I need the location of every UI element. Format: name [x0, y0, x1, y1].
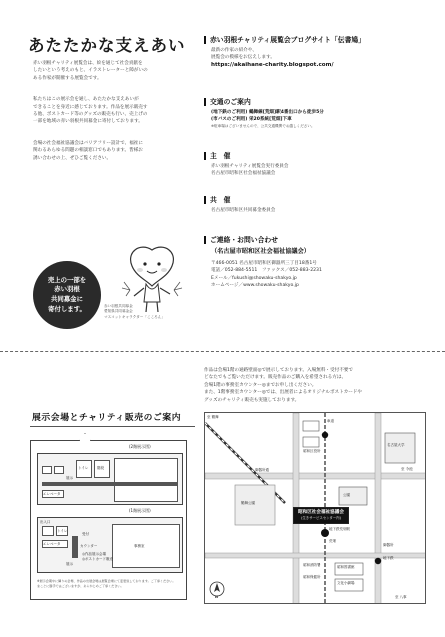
- map-destination-badge: 昭和区社会福祉協議会 (生きサービスセンター内): [293, 507, 349, 524]
- page-title: あたたかな支えあい: [28, 36, 186, 55]
- organizer-section: 主 催 赤い羽根チャリティ展覧会実行委員会 名古屋市昭和区社会福祉協議会: [204, 152, 419, 178]
- section-divider: [0, 351, 445, 352]
- exhibit-title: 展示会場とチャリティ販売のご案内: [32, 410, 181, 423]
- blog-section: 赤い羽根チャリティ展覧会ブログサイト「伝書鳩」 最新の作家の紹介や、 展覧会の模様をお伝えします。 https://akaihane-charity.blogspot.com/: [204, 36, 419, 69]
- access-map: 昭和区社会福祉協議会 (生きサービスセンター内) 地下鉄荒畑駅 昭和区役所 御器所通 至 鶴舞 荒畑 地下鉄 車道 至 今池 至 八事 名古屋大学 鶴舞公園 公園 昭和図書館 文化小劇場 昭和消防署 昭和保健所 御器所 N: [204, 412, 426, 604]
- blog-url-link[interactable]: https://akaihane-charity.blogspot.com/: [211, 61, 334, 68]
- floor2-label: (2階展示図): [129, 444, 151, 449]
- donation-balloon: 売上の一部を 赤い羽根 共同募金に 寄付します。: [33, 261, 101, 329]
- floor-plan: [30, 440, 187, 600]
- access-section: 交通のご案内 (地下鉄のご利用) 鶴舞線[荒畑]駅4番出口から徒歩5分 (市バスのご利用) 栄20系統[荒畑]下車 ※駐車場はございませんので、公共交通機関でお越しください。: [204, 98, 419, 129]
- floor1-label: (1階展示図): [129, 508, 151, 513]
- access-heading: 交通のご案内: [204, 98, 419, 106]
- floor1-plan: 出入口 トイレ エレベータ 受付 カウンター 事務室 展示 ◎作品展示会場 ◎ポストカード販売: [37, 517, 183, 573]
- floor2-plan: トイレ 階段 エレベータ 展示: [37, 453, 183, 505]
- cosponsor-section: 共 催 名古屋市昭和区共同募金委員会: [204, 196, 419, 214]
- exhibit-description: 作品は会場1階の通路壁面◎で展示しております。入場無料・受付不要で どなたでもご覧いただけます。販売作品のご購入を希望される方は、 会場1階の事務室カウンター◎までお申し出ください。 また、1階事務室カウンター◎では、出展者によるオリジナルポストカードや グッズのチャリティ販売も実施しております。: [204, 368, 362, 403]
- mascot-caption: 赤い羽根共同募金 愛知県共同募金会 マスコットキャラクター「こころん」: [104, 304, 165, 319]
- compass-icon: N: [215, 595, 218, 599]
- contact-heading: ご連絡・お問い合わせ: [204, 236, 419, 244]
- cosponsor-heading: 共 催: [204, 196, 419, 204]
- contact-section: ご連絡・お問い合わせ （名古屋市昭和区社会福祉協議会） 〒466-0051 名古屋市昭和区御器所三丁目18番1号 電話／052-884-5511 ファックス／052-883-2231 Eメール／fukushi@showaku-shakyo.jp ホームページ／www.showaku-shakyo.jp: [204, 236, 419, 290]
- blog-heading: 赤い羽根チャリティ展覧会ブログサイト「伝書鳩」: [204, 36, 419, 44]
- map-label-station: 地下鉄荒畑駅: [329, 527, 350, 531]
- organizer-heading: 主 催: [204, 152, 419, 160]
- contact-homepage-link[interactable]: ホームページ／www.showaku-shakyo.jp: [211, 283, 299, 289]
- floorplan-note: ※展示会期中に隣りの会場、作品の出展会場は展覧会場にて変更致しております。ご了承ください。 まことに勝手ではございますが、あらかじめご了承ください。: [37, 579, 176, 588]
- intro-text: 赤い羽根チャリティ展覧会は、絵を通じて社会貢献を したいという考えのもと、イラストレーターと障がいの ある作家が開催する展覧会です。 私たちはこの展示会を通し、あたたかな支えあいが できることを身近に感じております。作品を展示販売す る他、ポストカード等のグッズの販売も行い、売上げの 一部を地域の赤い羽根共同募金に寄付しております。 会場の社会福祉協議会はバリアフリー設計で、福祉に 関わるあらゆる問題の相談窓口でもあります。皆様お 誘い合わせの上、ぜひご覧ください。: [33, 61, 148, 161]
- contact-email-link[interactable]: Eメール／fukushi@showaku-shakyo.jp: [211, 275, 297, 281]
